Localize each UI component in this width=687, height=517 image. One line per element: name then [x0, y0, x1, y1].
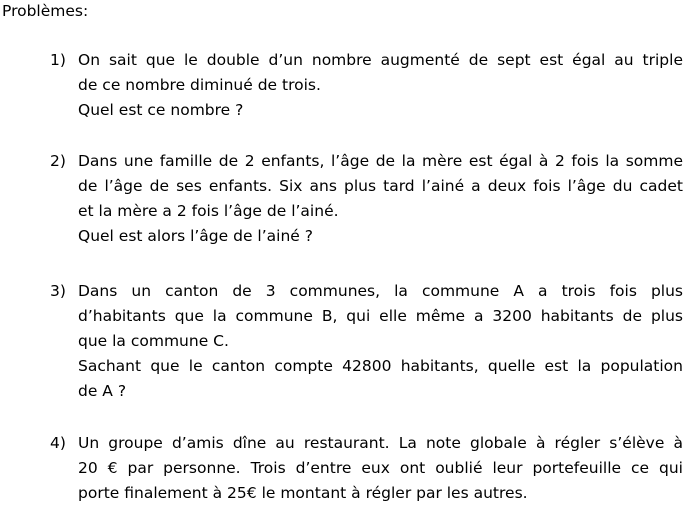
problem-line: Dans un canton de 3 communes, la commune A a trois fois plus	[78, 282, 683, 300]
problem-text	[78, 48, 683, 123]
problem-number: 4)	[50, 434, 66, 452]
page-title: Problèmes:	[2, 2, 89, 20]
problem-line: Sachant que le canton compte 42800 habitants, quelle est la population	[78, 357, 683, 375]
problem-line: On sait que le double d’un nombre augmenté de sept est égal au triple	[78, 51, 683, 69]
problem-line: de A ?	[78, 382, 127, 400]
problem-number: 1)	[50, 51, 66, 69]
problem-line: et la mère a 2 fois l’âge de l’ainé.	[78, 202, 339, 220]
problem-line: porte finalement à 25€ le montant à régler par les autres.	[78, 484, 528, 502]
problem-number: 2)	[50, 152, 66, 170]
problem-text	[78, 149, 683, 249]
problem-line: Un groupe d’amis dîne au restaurant. La note globale à régler s’élève à	[78, 434, 683, 452]
problem-line: que la commune C.	[78, 332, 229, 350]
problem-line: de ce nombre diminué de trois.	[78, 76, 321, 94]
problem-line: de l’âge de ses enfants. Six ans plus tard l’ainé a deux fois l’âge du cadet	[78, 177, 683, 195]
problem-line: 20 € par personne. Trois d’entre eux ont oublié leur portefeuille ce qui	[78, 459, 683, 477]
problem-line: Quel est alors l’âge de l’ainé ?	[78, 227, 313, 245]
problem-number: 3)	[50, 282, 66, 300]
problem-line: d’habitants que la commune B, qui elle même a 3200 habitants de plus	[78, 307, 683, 325]
problem-line: Dans une famille de 2 enfants, l’âge de la mère est égal à 2 fois la somme	[78, 152, 683, 170]
problem-text	[78, 279, 683, 404]
problem-line: Quel est ce nombre ?	[78, 101, 244, 119]
problem-text	[78, 431, 683, 506]
